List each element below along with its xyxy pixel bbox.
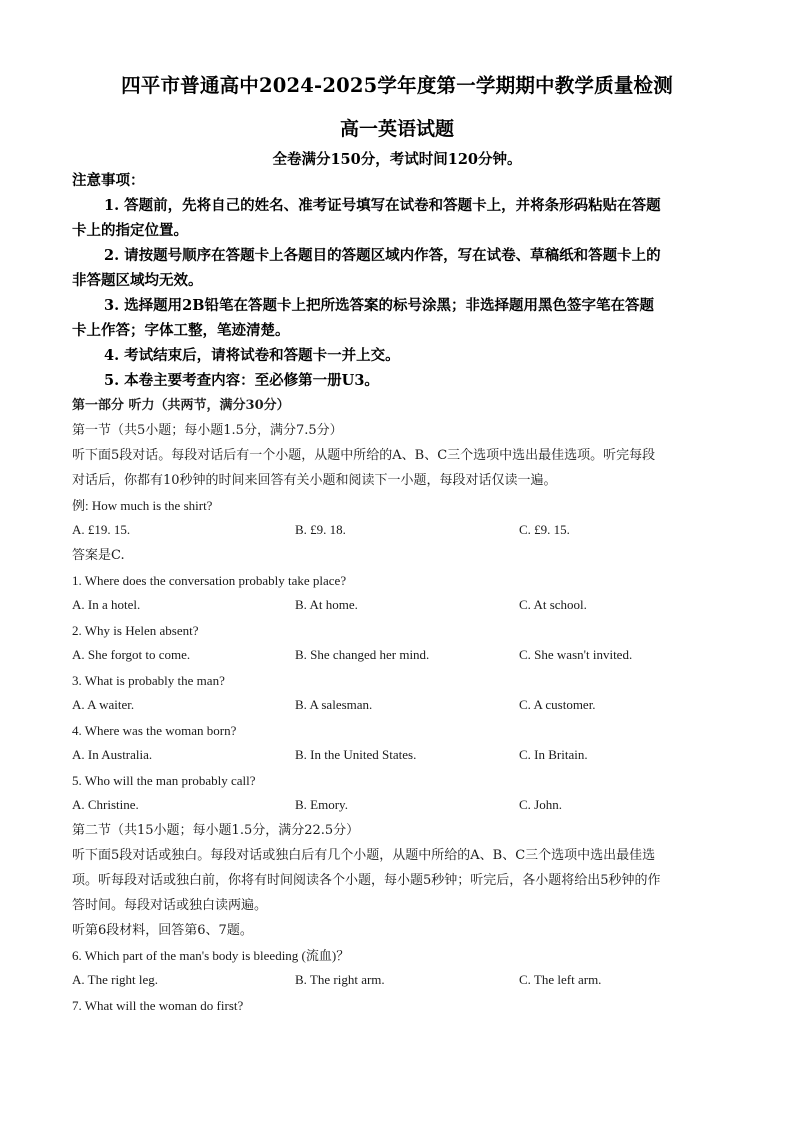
notice-heading: 注意事项： xyxy=(72,172,145,189)
question: 1. Where does the conversation probably take place? xyxy=(72,573,347,588)
option-a: A. Christine. xyxy=(72,797,139,812)
notice-line: 5. 本卷主要考查内容：至必修第一册U3。 xyxy=(104,372,379,389)
notice-line: 1. 答题前，先将自己的姓名、准考证号填写在试卷和答题卡上，并将条形码粘贴在答题 xyxy=(104,197,661,214)
notice-line: 4. 考试结束后，请将试卷和答题卡一并上交。 xyxy=(104,347,400,364)
question: 7. What will the woman do first? xyxy=(72,998,244,1013)
example-options xyxy=(72,522,732,540)
option-c: C. In Britain. xyxy=(519,747,588,762)
notice-line: 卡上作答；字体工整，笔迹清楚。 xyxy=(72,322,290,339)
section2-instructions: 答时间。每段对话或独白读两遍。 xyxy=(72,898,268,913)
option-c: C. John. xyxy=(519,797,562,812)
option-c: C. £9. 15. xyxy=(519,522,570,537)
option-a: A. A waiter. xyxy=(72,697,135,712)
section1-heading: 第一节（共5小题；每小题1.5分，满分7.5分） xyxy=(72,423,343,438)
option-a: A. In Australia. xyxy=(72,747,153,762)
option-a: A. £19. 15. xyxy=(72,522,131,537)
notice-line: 3. 选择题用2B铅笔在答题卡上把所选答案的标号涂黑；非选择题用黑色签字笔在答题 xyxy=(104,297,655,314)
notice-line: 卡上的指定位置。 xyxy=(72,222,188,239)
exam-title: 四平市普通高中2024-2025学年度第一学期期中教学质量检测 xyxy=(121,74,673,97)
option-b: B. She changed her mind. xyxy=(295,647,430,662)
section2-instructions: 项。听每段对话或独白前，你将有时间阅读各个小题，每小题5秒钟；听完后，各小题将给出5秒钟的作 xyxy=(72,873,661,888)
option-c: C. A customer. xyxy=(519,697,596,712)
example-answer: 答案是C. xyxy=(72,548,125,563)
question: 5. Who will the man probably call? xyxy=(72,773,256,788)
option-c: C. The left arm. xyxy=(519,972,602,987)
option-b: B. £9. 18. xyxy=(295,522,346,537)
option-c: C. She wasn't invited. xyxy=(519,647,633,662)
question-options xyxy=(72,647,732,665)
section1-instructions: 对话后，你都有10秒钟的时间来回答有关小题和阅读下一小题，每段对话仅读一遍。 xyxy=(72,473,557,488)
question-options xyxy=(72,697,732,715)
question: 3. What is probably the man? xyxy=(72,673,225,688)
question: 6. Which part of the man's body is bleeding (流血)？ xyxy=(72,948,350,963)
part1-heading: 第一部分 听力（共两节，满分30分） xyxy=(72,398,290,413)
question: 2. Why is Helen absent? xyxy=(72,623,199,638)
notice-line: 非答题区域均无效。 xyxy=(72,272,203,289)
option-b: B. In the United States. xyxy=(295,747,417,762)
option-c: C. At school. xyxy=(519,597,587,612)
exam-subtitle: 高一英语试题 xyxy=(339,118,454,140)
question-options xyxy=(72,597,732,615)
option-b: B. A salesman. xyxy=(295,697,373,712)
option-a: A. The right leg. xyxy=(72,972,159,987)
option-b: B. At home. xyxy=(295,597,358,612)
material-label: 听第6段材料，回答第6、7题。 xyxy=(72,923,253,938)
question-options xyxy=(72,797,732,815)
option-a: A. She forgot to come. xyxy=(72,647,191,662)
option-b: B. The right arm. xyxy=(295,972,385,987)
example-question: 例: How much is the shirt? xyxy=(72,498,213,513)
option-b: B. Emory. xyxy=(295,797,348,812)
notice-line: 2. 请按题号顺序在答题卡上各题目的答题区域内作答，写在试卷、草稿纸和答题卡上的 xyxy=(104,247,661,264)
question-options xyxy=(72,972,732,990)
section2-instructions: 听下面5段对话或独白。每段对话或独白后有几个小题，从题中所给的A、B、C三个选项中选出最佳选 xyxy=(72,848,656,863)
option-a: A. In a hotel. xyxy=(72,597,141,612)
question: 4. Where was the woman born? xyxy=(72,723,237,738)
section1-instructions: 听下面5段对话。每段对话后有一个小题，从题中所给的A、B、C三个选项中选出最佳选项。听完每段 xyxy=(72,448,656,463)
score-line: 全卷满分150分，考试时间120分钟。 xyxy=(272,151,522,168)
question-options xyxy=(72,747,732,765)
section2-heading: 第二节（共15小题；每小题1.5分，满分22.5分） xyxy=(72,823,360,838)
